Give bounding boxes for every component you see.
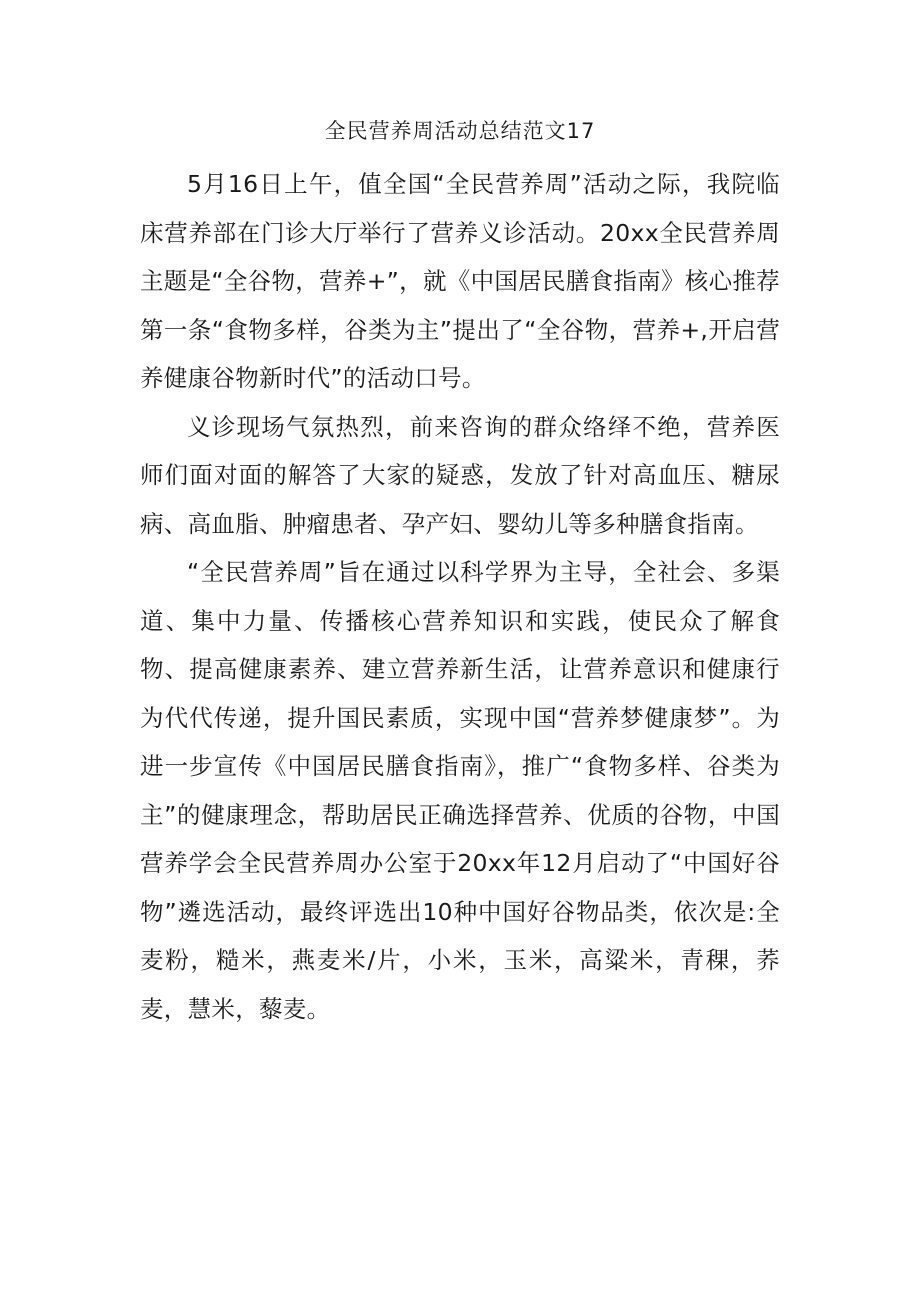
paragraph-1: 5月16日上午，值全国“全民营养周”活动之际，我院临床营养部在门诊大厅举行了营养义诊活动。20xx全民营养周主题是“全谷物，营养+”，就《中国居民膳食指南》核心推荐第一条“食物多样，谷类为主”提出了“全谷物，营养+,开启营养健康谷物新时代”的活动口号。	[140, 170, 780, 392]
paragraph-3: “全民营养周”旨在通过以科学界为主导，全社会、多渠道、集中力量、传播核心营养知识和实践，使民众了解食物、提高健康素养、建立营养新生活，让营养意识和健康行为代代传递，提升国民素质，实现中国“营养梦健康梦”。为进一步宣传《中国居民膳食指南》，推广“食物多样、谷类为主”的健康理念，帮助居民正确选择营养、优质的谷物，中国营养学会全民营养周办公室于20xx年12月启动了“中国好谷物”遴选活动，最终评选出10种中国好谷物品类，依次是:全麦粉，糙米，燕麦米/片，小米，玉米，高粱米，青稞，荞麦，慧米，藜麦。	[140, 558, 780, 1023]
document-title: 全民营养周活动总结范文17	[324, 119, 596, 143]
document-body	[140, 160, 780, 1033]
paragraph-2: 义诊现场气氛热烈，前来咨询的群众络绎不绝，营养医师们面对面的解答了大家的疑惑，发放了针对高血压、糖尿病、高血脂、肿瘤患者、孕产妇、婴幼儿等多种膳食指南。	[140, 412, 780, 538]
